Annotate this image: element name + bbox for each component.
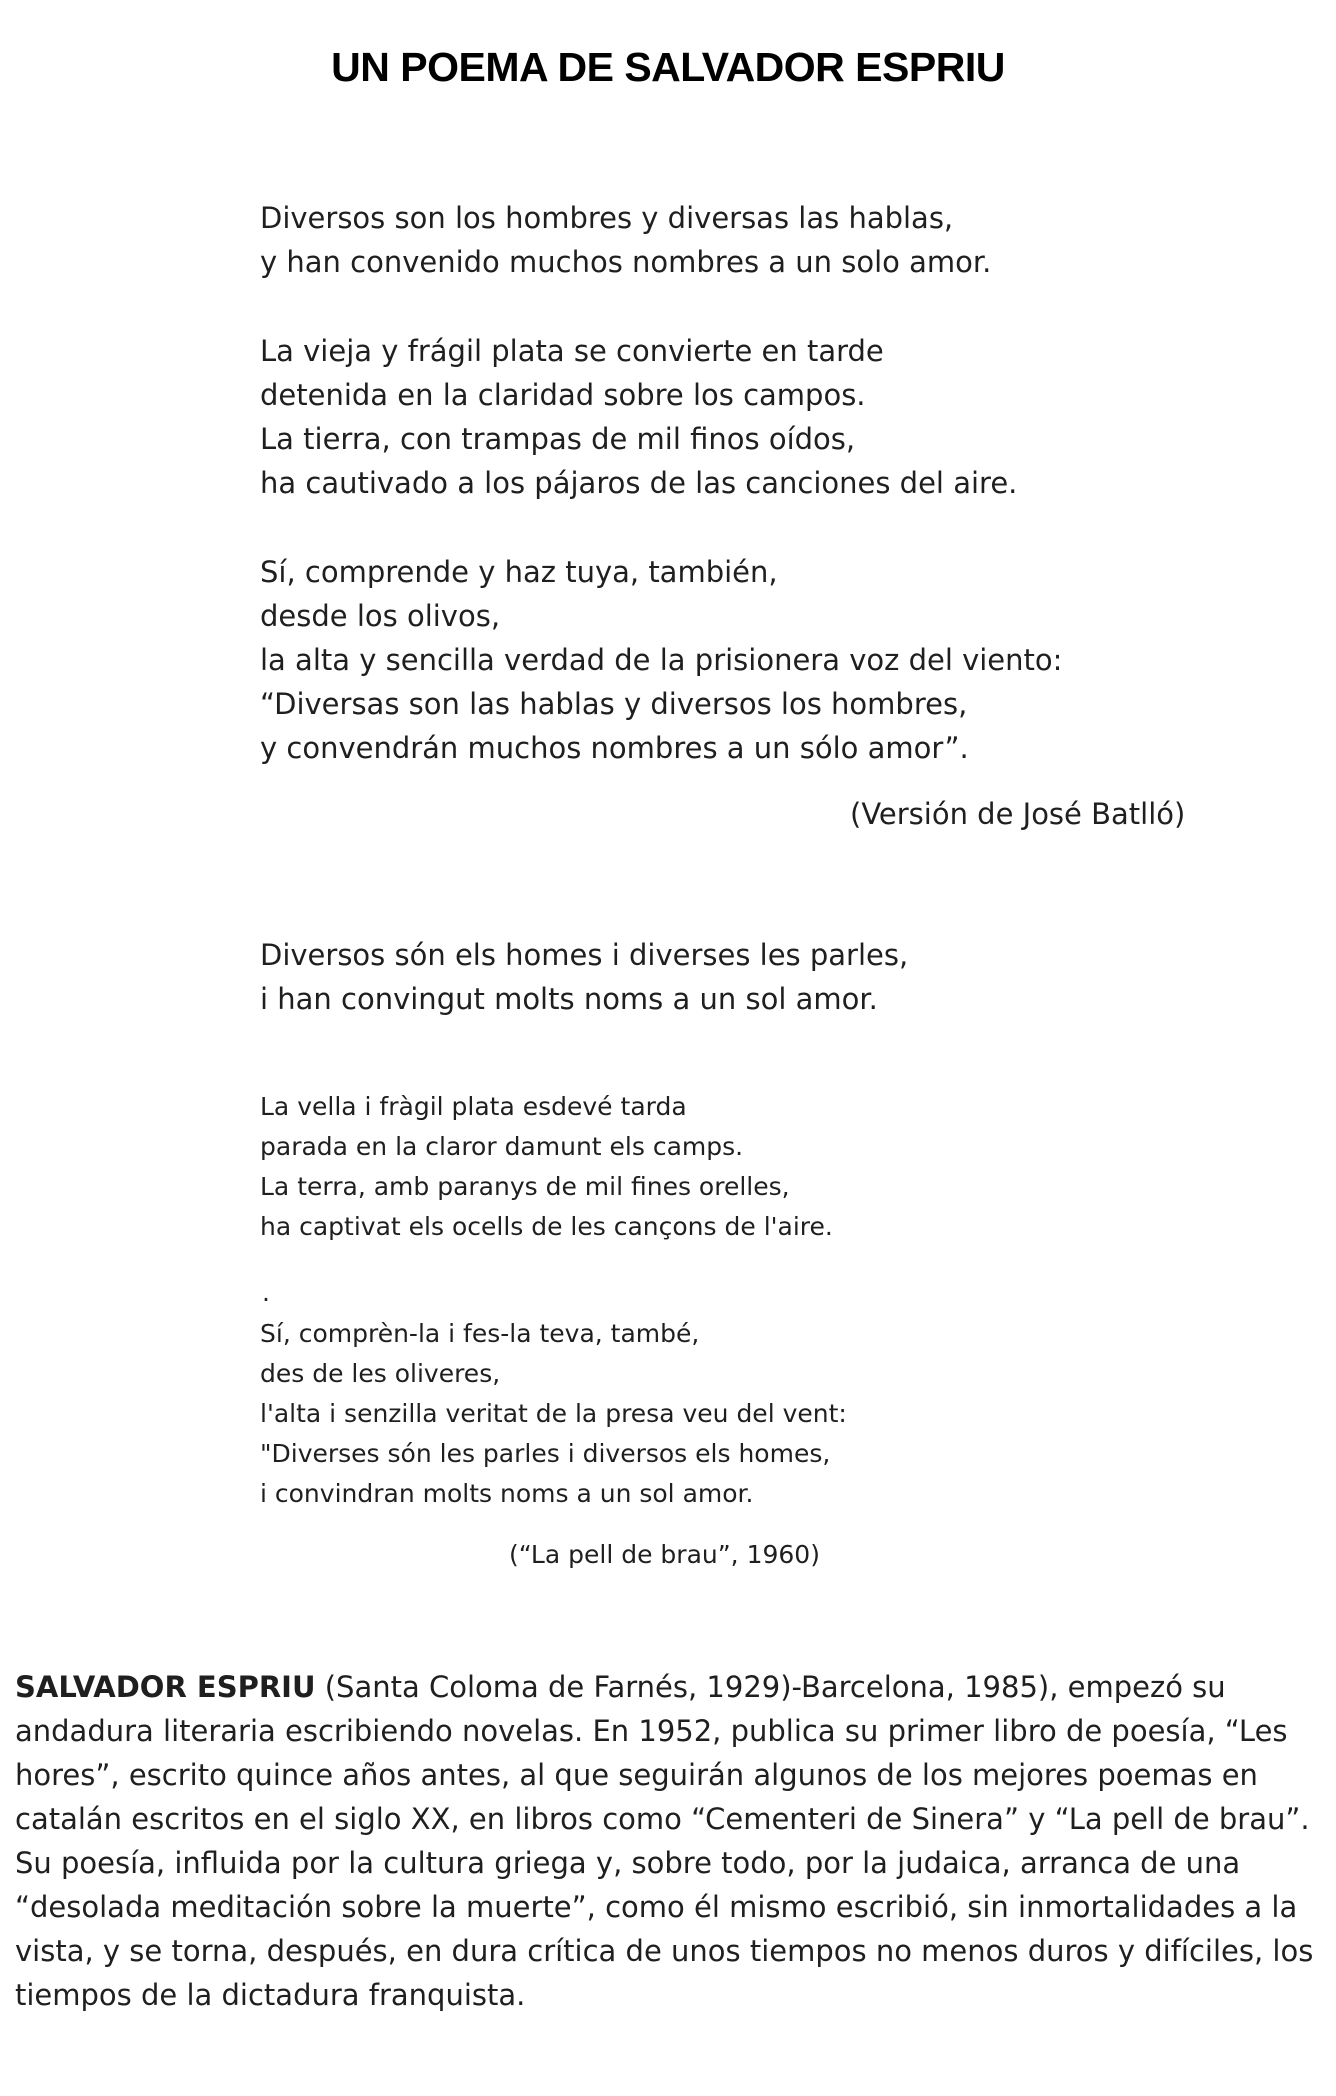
- catalan-stanza-3: [260, 1314, 847, 1514]
- poem-line: i convindran molts noms a un sol amor.: [260, 1479, 754, 1508]
- poem-line: La tierra, con trampas de mil finos oídos,: [260, 422, 856, 456]
- poem-line: Diversos son los hombres y diversas las hablas,: [260, 201, 954, 235]
- poem-line: des de les oliveres,: [260, 1359, 501, 1388]
- poem-line: La terra, amb paranys de mil fines orelles,: [260, 1172, 790, 1201]
- stray-mark: .: [262, 1278, 270, 1307]
- poem-line: Diversos són els homes i diverses les parles,: [260, 938, 909, 972]
- poem-line: y convendrán muchos nombres a un sólo amor”.: [260, 731, 969, 765]
- poem-line: La vella i fràgil plata esdevé tarda: [260, 1092, 687, 1121]
- poem-line: parada en la claror damunt els camps.: [260, 1132, 744, 1161]
- poem-line: Sí, comprèn-la i fes-la teva, també,: [260, 1319, 700, 1348]
- poem-line: i han convingut molts noms a un sol amor.: [260, 982, 878, 1016]
- catalan-stanza-1: [260, 933, 908, 1021]
- poem-line: la alta y sencilla verdad de la prisionera voz del viento:: [260, 643, 1063, 677]
- catalan-stanza-2: [260, 1087, 833, 1247]
- bio-name: SALVADOR ESPRIU: [15, 1670, 316, 1704]
- poem-line: detenida en la claridad sobre los campos.: [260, 378, 866, 412]
- spanish-stanza-2: [260, 329, 1017, 505]
- poem-line: y han convenido muchos nombres a un solo amor.: [260, 245, 992, 279]
- poem-line: Sí, comprende y haz tuya, también,: [260, 555, 778, 589]
- page-title: UN POEMA DE SALVADOR ESPRIU: [331, 44, 1005, 90]
- spanish-attribution: (Versión de José Batlló): [850, 797, 1186, 831]
- poem-line: desde los olivos,: [260, 599, 501, 633]
- spanish-stanza-1: [260, 196, 991, 284]
- bio-text: (Santa Coloma de Farnés, 1929)-Barcelona, 1985), empezó su andadura literaria escribiendo novelas. En 1952, publica su primer libro de poesía, “Les hores”, escrito quince años antes, al que seguirán algunos de los mejores poemas en catalán escritos en el siglo XX, en libros como “Cementeri de Sinera” y “La pell de brau”. Su poesía, influida por la cultura griega y, sobre todo, por la judaica, arranca de una “desolada meditación sobre la muerte”, como él mismo escribió, sin inmortalidades a la vista, y se torna, después, en dura crítica de unos tiempos no menos duros y difíciles, los tiempos de la dictadura franquista.: [15, 1670, 1314, 2012]
- poem-line: l'alta i senzilla veritat de la presa veu del vent:: [260, 1399, 847, 1428]
- bio-paragraph: [15, 1665, 1325, 2017]
- poem-line: "Diverses són les parles i diversos els homes,: [260, 1439, 831, 1468]
- poem-line: ha captivat els ocells de les cançons de l'aire.: [260, 1212, 833, 1241]
- poem-line: “Diversas son las hablas y diversos los hombres,: [260, 687, 968, 721]
- catalan-attribution: (“La pell de brau”, 1960): [509, 1540, 820, 1569]
- spanish-stanza-3: [260, 550, 1062, 770]
- poem-line: ha cautivado a los pájaros de las canciones del aire.: [260, 466, 1018, 500]
- poem-line: La vieja y frágil plata se convierte en tarde: [260, 334, 884, 368]
